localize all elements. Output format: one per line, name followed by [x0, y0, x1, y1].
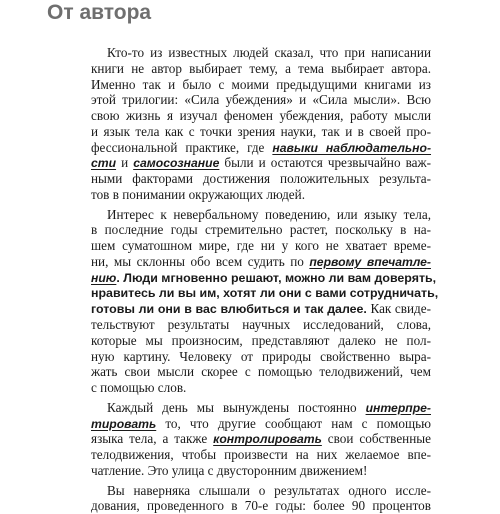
paragraph-3	[91, 400, 431, 479]
paragraph-4	[91, 483, 431, 514]
text-run: Каждый день мы вынуждены постоянно	[107, 399, 366, 415]
text-line: шем суматошном мире, где ни у кого не хватает време-	[91, 238, 431, 254]
text-line	[91, 254, 431, 270]
text-line: ную картину. Человеку от природы свойственно выра-	[91, 348, 431, 364]
text-line: Кто-то из известных людей сказал, что при написании	[107, 45, 431, 60]
text-line	[91, 140, 431, 156]
emphasis-text: навыки наблюдательно-	[272, 140, 432, 155]
text-run: фессиональной практике, где	[91, 139, 273, 155]
emphasis-text: нию	[91, 270, 117, 285]
text-line: Интерес к невербальному поведению, или языку тела,	[107, 206, 431, 222]
text-run: свои собственные	[321, 431, 432, 447]
text-line: Вы наверняка слышали о результатах одного иссле-	[107, 482, 431, 498]
emphasis-text: интерпре-	[365, 400, 431, 415]
text-line	[91, 285, 439, 301]
text-run: были и остаются чрезвычайно важ-	[219, 155, 432, 171]
paragraph-1	[91, 45, 431, 203]
paragraph-2	[91, 206, 439, 396]
text-line: чатление. Это улица с двусторонним движением!	[91, 462, 368, 478]
emphasis-text: тировать	[91, 416, 157, 431]
text-line: жать свои мысли скорее с помощью телодвижений, чем	[91, 364, 431, 380]
text-line	[91, 270, 437, 286]
emphasis-text: сти	[91, 156, 117, 171]
text-line	[91, 431, 431, 447]
text-run: то, что другие сообщают нам с помощью	[156, 415, 431, 431]
chapter-title: От автора	[47, 1, 152, 24]
bold-text: нравитесь ли вы им, хотят ли они с вами сотрудничать,	[91, 286, 439, 301]
text-line	[91, 155, 431, 171]
text-line: Именно так и было с моими предыдущими книгами из	[91, 76, 431, 92]
text-line: тельствуют результаты научных исследований, слова,	[91, 317, 431, 333]
text-run: и	[116, 155, 134, 171]
text-run: ни, мы склонны обо всем судить по	[91, 253, 310, 269]
text-line: ными факторами достижения положительных результа-	[91, 171, 431, 187]
text-line	[91, 400, 431, 416]
text-line: и язык тела как с точки зрения науки, так и в своей про-	[91, 123, 431, 139]
text-line: дования, проведенного в 70-е годы: более 90 процентов	[91, 498, 431, 514]
text-line: с помощью слов.	[91, 380, 187, 396]
emphasis-text: контролировать	[213, 432, 322, 447]
bold-text: . Люди мгновенно решают, можно ли вам доверять,	[116, 270, 437, 285]
body-text	[91, 45, 439, 514]
text-line	[91, 301, 431, 317]
text-line: телодвижения, чтобы произвести на них желаемое впе-	[91, 447, 431, 463]
text-line: которые мы произносим, представляют далеко не пол-	[91, 332, 431, 348]
text-line: в последние годы стремительно растет, поскольку в на-	[91, 222, 431, 238]
text-line: тов в понимании окружающих людей.	[91, 186, 306, 202]
text-line: книги не автор выбирает тему, а тема выбирает автора.	[91, 60, 431, 76]
text-run: языка тела, а также	[91, 431, 214, 447]
text-line: этой трилогии: «Сила убеждения» и «Сила мысли». Всю	[91, 92, 431, 108]
emphasis-text: первому впечатле-	[309, 254, 431, 269]
emphasis-text: самосознание	[133, 156, 220, 171]
text-run: Как свиде-	[366, 301, 431, 317]
bold-text: готовы ли они в вас влюбиться и так далее.	[91, 302, 367, 317]
text-line	[91, 416, 431, 432]
text-line: свою жизнь я изучал феномен убеждения, работу мысли	[91, 108, 431, 124]
